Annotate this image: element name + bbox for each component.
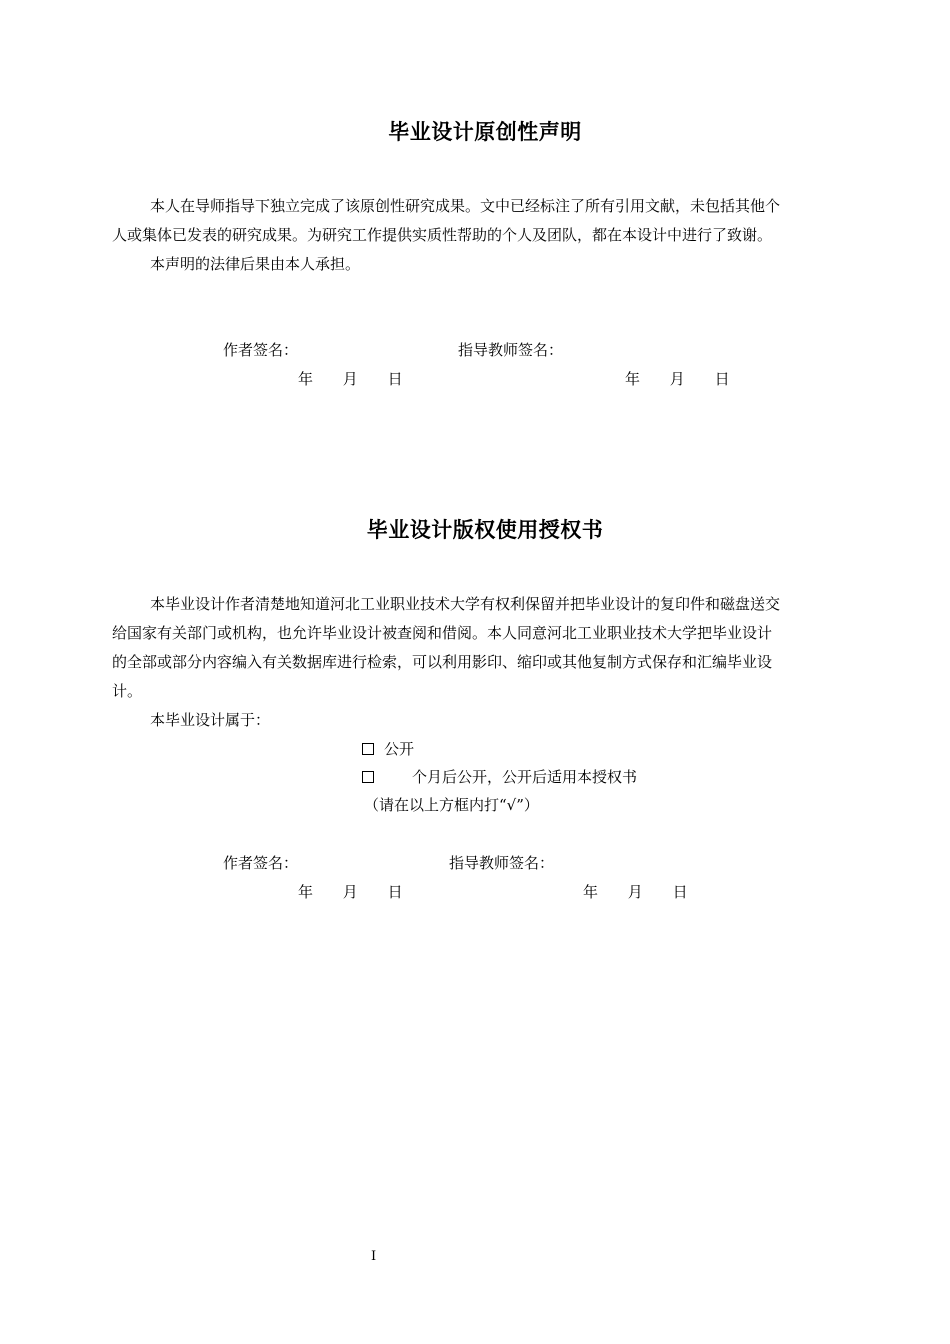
authorization-line-3: 的全部或部分内容编入有关数据库进行检索，可以利用影印、缩印或其他复制方式保存和汇编毕业设 — [112, 653, 773, 671]
page-number: I — [371, 1249, 377, 1264]
year-label: 年 — [583, 883, 599, 901]
authorization-line-4: 计。 — [112, 682, 143, 700]
declaration-title: 毕业设计原创性声明 — [388, 120, 582, 144]
belongs-label: 本毕业设计属于： — [150, 711, 271, 729]
authorization-author-sign-label: 作者签名： — [223, 854, 299, 872]
checkbox-instruction: （请在以上方框内打“√”） — [364, 796, 539, 814]
declaration-line-2: 人或集体已发表的研究成果。为研究工作提供实质性帮助的个人及团队，都在本设计中进行了致谢。 — [112, 226, 773, 244]
day-label: 日 — [387, 883, 403, 901]
day-label: 日 — [387, 370, 403, 388]
month-label: 月 — [342, 883, 358, 901]
authorization-advisor-sign-label: 指导教师签名： — [449, 854, 555, 872]
public-checkbox[interactable] — [362, 743, 374, 755]
authorization-line-1: 本毕业设计作者清楚地知道河北工业职业技术大学有权利保留并把毕业设计的复印件和磁盘送交 — [150, 595, 781, 613]
declaration-line-1: 本人在导师指导下独立完成了该原创性研究成果。文中已经标注了所有引用文献，未包括其他个 — [150, 197, 781, 215]
option-delayed-label: 个月后公开，公开后适用本授权书 — [412, 768, 638, 786]
year-label: 年 — [298, 370, 314, 388]
day-label: 日 — [672, 883, 688, 901]
authorization-paragraph — [112, 590, 860, 735]
option-delayed — [362, 766, 637, 787]
declaration-author-sign-label: 作者签名： — [223, 341, 299, 359]
month-label: 月 — [627, 883, 643, 901]
month-label: 月 — [342, 370, 358, 388]
declaration-paragraph — [112, 192, 860, 279]
option-public — [362, 738, 414, 759]
declaration-legal-line: 本声明的法律后果由本人承担。 — [150, 255, 361, 273]
declaration-author-date — [298, 368, 403, 389]
year-label: 年 — [625, 370, 641, 388]
day-label: 日 — [714, 370, 730, 388]
authorization-author-date — [298, 881, 403, 902]
authorization-advisor-date — [583, 881, 688, 902]
authorization-line-2: 给国家有关部门或机构，也允许毕业设计被查阅和借阅。本人同意河北工业职业技术大学把毕业设计 — [112, 624, 773, 642]
authorization-title: 毕业设计版权使用授权书 — [366, 518, 604, 542]
declaration-advisor-date — [625, 368, 730, 389]
option-public-label: 公开 — [384, 740, 415, 758]
year-label: 年 — [298, 883, 314, 901]
delayed-checkbox[interactable] — [362, 771, 374, 783]
month-label: 月 — [669, 370, 685, 388]
declaration-advisor-sign-label: 指导教师签名： — [458, 341, 564, 359]
